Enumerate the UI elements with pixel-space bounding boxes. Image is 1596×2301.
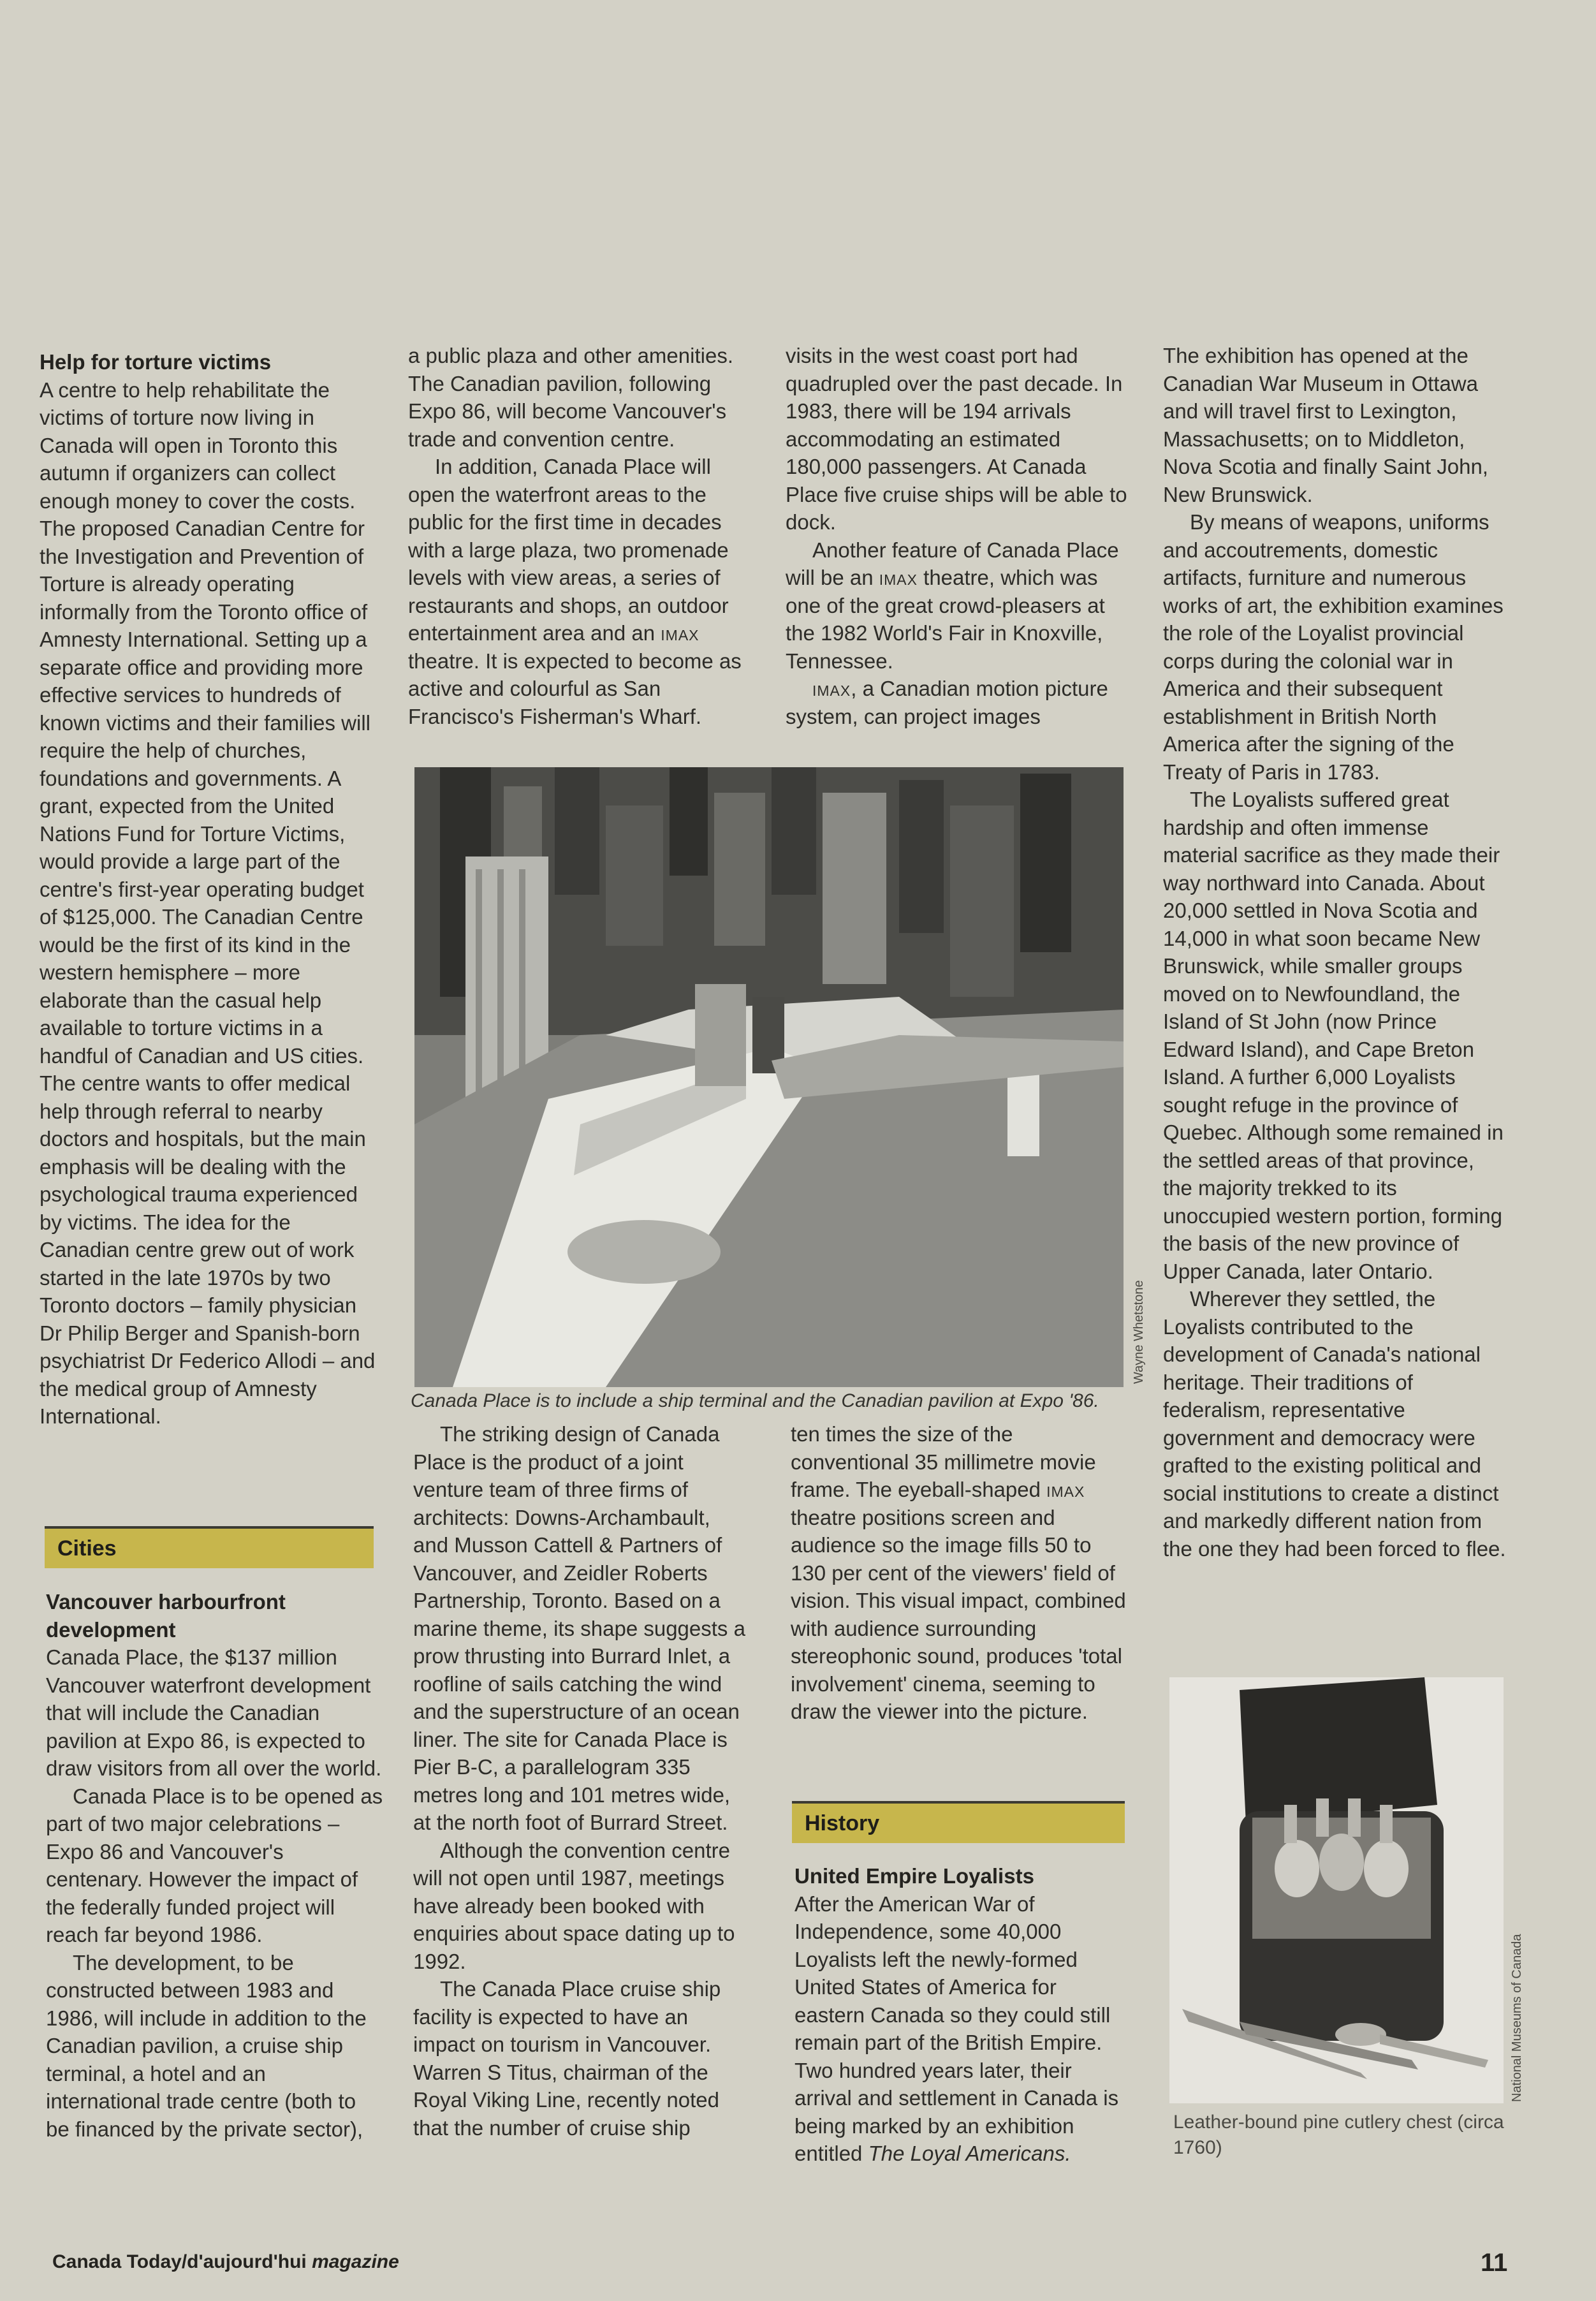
- text-run: theatre. It is expected to become as active and colourful as San Francisco's Fisherman's Wharf.: [408, 649, 742, 728]
- column-4: [1163, 342, 1507, 1562]
- canada-place-aerial-photo: [414, 767, 1124, 1387]
- paragraph: [791, 1420, 1129, 1726]
- cutlery-chest-photo: [1169, 1677, 1504, 2103]
- column-2-lower: [413, 1420, 751, 2142]
- text-run: theatre, which was one of the great crowd-pleasers at the 1982 World's Fair in Knoxville, Tennessee.: [786, 566, 1105, 673]
- paragraph: The development, to be constructed between 1983 and 1986, will include in addition to the Canadian pavilion, a cruise ship terminal, a hotel and an international trade centre (both to be financed by the private sector),: [46, 1950, 367, 2141]
- article-heading-vancouver: Vancouver harbourfront development: [46, 1590, 286, 1642]
- photo-credit-national-museums: National Museums of Canada: [1510, 1934, 1524, 2102]
- paragraph: a public plaza and other amenities. The Canadian pavilion, following Expo 86, will become Vancouver's trade and convention centre.: [408, 344, 733, 451]
- paragraph: By means of weapons, uniforms and accoutrements, domestic artifacts, furniture and numerous works of art, the exhibition examines the role of the Loyalist provincial corps during the colonial war in America and their subsequent establishment in British North America after the signing of the Treaty of Paris in 1783.: [1163, 510, 1504, 784]
- column-3-history: [794, 1862, 1132, 2168]
- article-body-torture: A centre to help rehabilitate the victims of torture now living in Canada will open in Toronto this autumn if organizers can collect enough money to cover the costs. The proposed Canadian Centre for the Investigation and Prevention of Torture is already operating informally from the Toronto office of Amnesty International. Setting up a separate office and providing more effective services to hundreds of known victims and their families will require the help of churches, foundations and governments. A grant, expected from the United Nations Fund for Torture Victims, would provide a large part of the centre's first-year operating budget of $125,000. The Canadian Centre would be the first of its kind in the western hemisphere – more elaborate than the casual help available to torture victims in a handful of Canadian and US cities. The centre wants to offer medical help through referral to nearby doctors and hospitals, but the main emphasis will be dealing with the psychological trauma experienced by victims. The idea for the Canadian centre grew out of work started in the late 1970s by two Toronto doctors – family physician Dr Philip Berger and Spanish-born psychiatrist Dr Federico Allodi – and the medical group of Amnesty International.: [40, 378, 376, 1428]
- paragraph: The striking design of Canada Place is the product of a joint venture team of three firms of architects: Downs-Archambault, and Musson Cattell & Partners of Vancouver, and Zeidler Roberts Partnership, Toronto. Based on a marine theme, its shape suggests a prow thrusting into Burrard Inlet, a roofline of sails catching the wind and the superstructure of an ocean liner. The site for Canada Place is Pier B-C, a parallelogram 335 metres long and 101 metres wide, at the north foot of Burrard Street.: [413, 1422, 745, 1834]
- cutlery-chest-graphic: [1169, 1677, 1504, 2103]
- section-banner-cities: Cities: [45, 1526, 374, 1568]
- column-1: [40, 348, 377, 1430]
- text-run: Another feature of Canada Place will be an: [786, 538, 1119, 589]
- column-3-lower: [791, 1420, 1129, 1726]
- text-run: imax: [661, 621, 699, 645]
- paragraph: Wherever they settled, the Loyalists contributed to the development of Canada's national heritage. Their traditions of federalism, representative government and democracy were grafted to the existing political and social institutions to create a distinct and markedly different nation from the one they had been forced to flee.: [1163, 1287, 1506, 1561]
- paragraph: Canada Place is to be opened as part of two major celebrations – Expo 86 and Vancouver's centenary. However the impact of the federally funded project will reach far beyond 1986.: [46, 1784, 383, 1946]
- paragraph: [408, 453, 752, 730]
- aerial-photo-graphic: [414, 767, 1124, 1387]
- paragraph: The exhibition has opened at the Canadian War Museum in Ottawa and will travel first to Lexington, Massachusetts; on to Middleton, Nova Scotia and finally Saint John, New Brunswick.: [1163, 344, 1488, 506]
- magazine-footer: [52, 2251, 399, 2273]
- section-banner-history: History: [792, 1801, 1125, 1843]
- text-run: imax: [812, 677, 851, 700]
- paragraph: [794, 1890, 1132, 2168]
- text-run: theatre positions screen and audience so the image fills 50 to 130 per cent of the viewers' field of vision. This visual impact, combined with audience surrounding stereophonic sound, produces 'total involvement' cinema, seeming to draw the viewer into the picture.: [791, 1505, 1126, 1723]
- magazine-name-italic: magazine: [312, 2251, 399, 2272]
- paragraph: [786, 536, 1130, 675]
- text-run: imax: [879, 566, 918, 589]
- magazine-name: Canada Today/d'aujourd'hui: [52, 2251, 312, 2272]
- text-run: imax: [1046, 1478, 1085, 1501]
- paragraph: Canada Place, the $137 million Vancouver waterfront development that will include the Canadian pavilion at Expo 86, is expected to draw visitors from all over the world.: [46, 1645, 382, 1780]
- column-2-upper: [408, 342, 752, 730]
- page-number: 11: [1481, 2249, 1508, 2277]
- article-heading-loyalists: United Empire Loyalists: [794, 1864, 1034, 1888]
- paragraph: The Loyalists suffered great hardship and often immense material sacrifice as they made their way northward into Canada. About 20,000 settled in Nova Scotia and 14,000 in what soon became New Brunswick, while smaller groups moved on to Newfoundland, the Island of St John (now Prince Edward Island), and Cape Breton Island. A further 6,000 Loyalists sought refuge in the province of Quebec. Although some remained in the settled areas of that province, the majority trekked to its unoccupied western portion, forming the basis of the new province of Upper Canada, later Ontario.: [1163, 788, 1504, 1283]
- text-run: , a Canadian motion picture system, can project images: [786, 677, 1108, 728]
- column-3-upper: [786, 342, 1130, 730]
- paragraph: The Canada Place cruise ship facility is expected to have an impact on tourism in Vancouver. Warren S Titus, chairman of the Royal Viking Line, recently noted that the number of cruise ship: [413, 1977, 721, 2140]
- exhibition-title: The Loyal Americans.: [868, 2142, 1071, 2165]
- paragraph: Although the convention centre will not open until 1987, meetings have already been booked with enquiries about space dating up to 1992.: [413, 1838, 735, 1973]
- text-run: ten times the size of the conventional 35 millimetre movie frame. The eyeball-shaped: [791, 1422, 1096, 1501]
- photo-caption-canada-place: Canada Place is to include a ship terminal and the Canadian pavilion at Expo '86.: [411, 1390, 1099, 1411]
- text-run: In addition, Canada Place will open the waterfront areas to the public for the first time in decades with a large plaza, two promenade levels with view areas, a series of restaurants and shops, an outdoor entertainment area and an: [408, 455, 729, 645]
- photo-caption-cutlery-chest: Leather-bound pine cutlery chest (circa 1760): [1173, 2112, 1504, 2158]
- column-1-lower: [46, 1588, 384, 2143]
- paragraph: [786, 675, 1130, 730]
- article-heading-torture: Help for torture victims: [40, 350, 272, 374]
- paragraph: visits in the west coast port had quadrupled over the past decade. In 1983, there will be 194 arrivals accommodating an estimated 180,000 passengers. At Canada Place five cruise ships will be able to dock.: [786, 344, 1127, 534]
- text-run: After the American War of Independence, some 40,000 Loyalists left the newly-formed United States of America for eastern Canada so they could still remain part of the British Empire. Two hundred years later, their arrival and settlement in Canada is being marked by an exhibition entitled: [794, 1892, 1119, 2165]
- photo-credit-wayne-whetstone: Wayne Whetstone: [1132, 1280, 1146, 1384]
